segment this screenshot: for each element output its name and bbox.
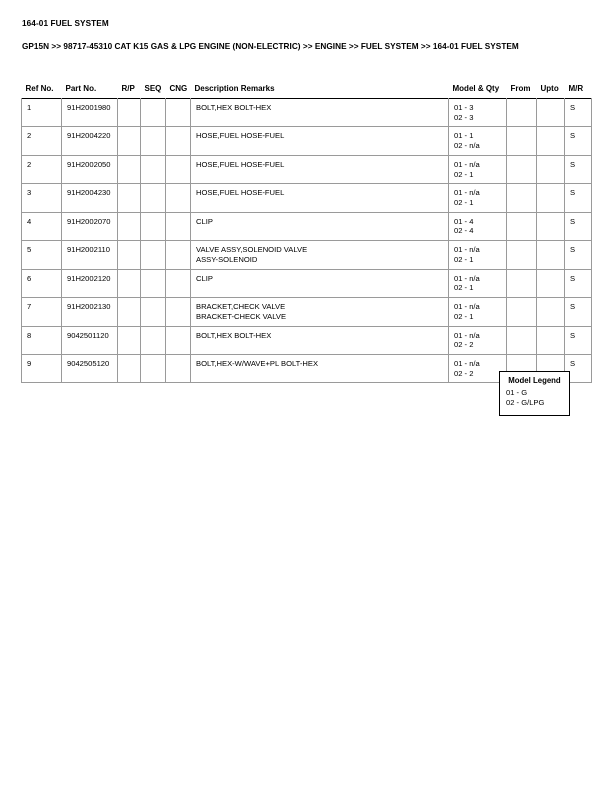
cell-description bbox=[191, 354, 449, 382]
table-row[interactable] bbox=[22, 155, 592, 183]
cell-mr: S bbox=[565, 241, 592, 269]
cell-seq bbox=[141, 184, 166, 212]
column-header-part-no: Part No. bbox=[65, 84, 97, 93]
description-line: HOSE,FUEL HOSE-FUEL bbox=[196, 159, 285, 169]
cell-cng bbox=[166, 241, 191, 269]
cell-cng bbox=[166, 155, 191, 183]
cell-seq bbox=[141, 127, 166, 155]
model-qty-line: 01 - n/a bbox=[454, 273, 480, 283]
cell-mr: S bbox=[565, 326, 592, 354]
cell-part-no: 91H2004220 bbox=[62, 127, 118, 155]
cell-cng bbox=[166, 212, 191, 240]
model-legend-entry: 01 - G bbox=[506, 388, 528, 397]
cell-ref-no: 7 bbox=[22, 298, 62, 326]
cell-from bbox=[507, 184, 537, 212]
cell-rp bbox=[118, 99, 141, 127]
cell-description bbox=[191, 241, 449, 269]
cell-from bbox=[507, 241, 537, 269]
cell-from bbox=[507, 212, 537, 240]
cell-ref-no: 6 bbox=[22, 269, 62, 297]
cell-seq bbox=[141, 155, 166, 183]
model-legend-entries bbox=[506, 388, 563, 409]
parts-table bbox=[21, 84, 592, 383]
description-line: ASSY-SOLENOID bbox=[196, 254, 258, 264]
cell-description bbox=[191, 269, 449, 297]
cell-seq bbox=[141, 241, 166, 269]
cell-cng bbox=[166, 354, 191, 382]
cell-seq bbox=[141, 269, 166, 297]
cell-part-no: 91H2002070 bbox=[62, 212, 118, 240]
cell-ref-no: 8 bbox=[22, 326, 62, 354]
model-qty-line: 01 - n/a bbox=[454, 245, 480, 255]
model-qty-line: 02 - 1 bbox=[454, 169, 474, 179]
table-row[interactable] bbox=[22, 184, 592, 212]
cell-rp bbox=[118, 298, 141, 326]
cell-from bbox=[507, 298, 537, 326]
model-qty-line: 01 - n/a bbox=[454, 358, 480, 368]
cell-rp bbox=[118, 326, 141, 354]
cell-from bbox=[507, 127, 537, 155]
description-line: BOLT,HEX-W/WAVE+PL BOLT-HEX bbox=[196, 358, 319, 368]
cell-rp bbox=[118, 212, 141, 240]
cell-upto bbox=[537, 127, 565, 155]
cell-model-qty bbox=[449, 326, 507, 354]
parts-table-body bbox=[22, 99, 592, 383]
cell-rp bbox=[118, 184, 141, 212]
model-qty-line: 01 - n/a bbox=[454, 159, 480, 169]
column-header-rp: R/P bbox=[121, 84, 135, 93]
cell-rp bbox=[118, 354, 141, 382]
cell-model-qty bbox=[449, 184, 507, 212]
model-legend-box bbox=[499, 371, 570, 416]
description-line: CLIP bbox=[196, 216, 213, 226]
cell-description bbox=[191, 127, 449, 155]
cell-part-no: 91H2002130 bbox=[62, 298, 118, 326]
description-line: CLIP bbox=[196, 273, 213, 283]
cell-model-qty bbox=[449, 99, 507, 127]
cell-mr: S bbox=[565, 155, 592, 183]
cell-cng bbox=[166, 184, 191, 212]
cell-cng bbox=[166, 269, 191, 297]
cell-seq bbox=[141, 99, 166, 127]
breadcrumb: GP15N >> 98717-45310 CAT K15 GAS & LPG ENGINE (NON-ELECTRIC) >> ENGINE >> FUEL SYSTEM >> 164-01 FUEL SYSTEM bbox=[22, 42, 519, 51]
cell-part-no: 91H2002120 bbox=[62, 269, 118, 297]
model-qty-line: 02 - 4 bbox=[454, 226, 474, 236]
model-qty-line: 01 - 4 bbox=[454, 216, 474, 226]
cell-upto bbox=[537, 241, 565, 269]
description-line: BOLT,HEX BOLT-HEX bbox=[196, 330, 272, 340]
model-qty-line: 02 - 1 bbox=[454, 254, 474, 264]
description-line: BRACKET,CHECK VALVE bbox=[196, 302, 286, 312]
description-line: VALVE ASSY,SOLENOID VALVE bbox=[196, 245, 308, 255]
cell-ref-no: 2 bbox=[22, 155, 62, 183]
description-line: BRACKET-CHECK VALVE bbox=[196, 311, 287, 321]
model-qty-line: 02 - 1 bbox=[454, 198, 474, 208]
column-header-ref-no: Ref No. bbox=[25, 84, 54, 93]
table-row[interactable] bbox=[22, 298, 592, 326]
cell-upto bbox=[537, 184, 565, 212]
column-header-mr: M/R bbox=[568, 84, 584, 93]
model-qty-line: 02 - n/a bbox=[454, 141, 480, 151]
cell-from bbox=[507, 99, 537, 127]
cell-seq bbox=[141, 354, 166, 382]
cell-part-no: 91H2001980 bbox=[62, 99, 118, 127]
cell-mr: S bbox=[565, 298, 592, 326]
cell-part-no: 9042505120 bbox=[62, 354, 118, 382]
cell-mr: S bbox=[565, 212, 592, 240]
cell-model-qty bbox=[449, 155, 507, 183]
cell-ref-no: 3 bbox=[22, 184, 62, 212]
cell-rp bbox=[118, 241, 141, 269]
cell-model-qty bbox=[449, 354, 507, 382]
model-qty-line: 01 - n/a bbox=[454, 302, 480, 312]
cell-upto bbox=[537, 99, 565, 127]
cell-upto bbox=[537, 269, 565, 297]
cell-upto bbox=[537, 155, 565, 183]
column-header-upto: Upto bbox=[540, 84, 559, 93]
column-header-description: Description Remarks bbox=[194, 84, 275, 93]
cell-upto bbox=[537, 326, 565, 354]
column-header-cng: CNG bbox=[169, 84, 188, 93]
cell-from bbox=[507, 326, 537, 354]
cell-mr: S bbox=[565, 99, 592, 127]
cell-model-qty bbox=[449, 127, 507, 155]
cell-cng bbox=[166, 326, 191, 354]
description-line: HOSE,FUEL HOSE-FUEL bbox=[196, 131, 285, 141]
cell-cng bbox=[166, 99, 191, 127]
cell-model-qty bbox=[449, 241, 507, 269]
cell-seq bbox=[141, 212, 166, 240]
cell-ref-no: 5 bbox=[22, 241, 62, 269]
cell-mr: S bbox=[565, 269, 592, 297]
cell-from bbox=[507, 269, 537, 297]
cell-mr: S bbox=[565, 354, 592, 382]
model-legend-entry: 02 - G/LPG bbox=[506, 398, 545, 408]
table-row[interactable] bbox=[22, 241, 592, 269]
cell-description bbox=[191, 298, 449, 326]
cell-upto bbox=[537, 298, 565, 326]
cell-part-no: 91H2004230 bbox=[62, 184, 118, 212]
cell-model-qty bbox=[449, 298, 507, 326]
model-qty-line: 01 - 3 bbox=[454, 103, 474, 112]
model-qty-line: 02 - 3 bbox=[454, 112, 474, 122]
model-qty-line: 02 - 1 bbox=[454, 283, 474, 293]
description-line: HOSE,FUEL HOSE-FUEL bbox=[196, 188, 285, 198]
table-row[interactable] bbox=[22, 269, 592, 297]
cell-description bbox=[191, 99, 449, 127]
cell-mr: S bbox=[565, 184, 592, 212]
column-header-seq: SEQ bbox=[144, 84, 162, 93]
cell-description bbox=[191, 184, 449, 212]
column-header-from: From bbox=[510, 84, 531, 93]
parts-table-head bbox=[22, 84, 592, 99]
description-line: BOLT,HEX BOLT-HEX bbox=[196, 103, 272, 112]
table-row[interactable] bbox=[22, 212, 592, 240]
cell-rp bbox=[118, 127, 141, 155]
table-row[interactable] bbox=[22, 326, 592, 354]
cell-upto bbox=[537, 212, 565, 240]
cell-description bbox=[191, 326, 449, 354]
cell-ref-no: 1 bbox=[22, 99, 62, 127]
cell-model-qty bbox=[449, 212, 507, 240]
cell-mr: S bbox=[565, 127, 592, 155]
page-title: 164-01 FUEL SYSTEM bbox=[22, 19, 109, 28]
parts-table-container bbox=[21, 84, 591, 383]
cell-ref-no: 9 bbox=[22, 354, 62, 382]
column-header-model-qty: Model & Qty bbox=[452, 84, 500, 93]
table-row[interactable] bbox=[22, 99, 592, 127]
model-qty-line: 01 - 1 bbox=[454, 131, 474, 141]
model-qty-line: 01 - n/a bbox=[454, 188, 480, 198]
cell-description bbox=[191, 155, 449, 183]
cell-part-no: 9042501120 bbox=[62, 326, 118, 354]
cell-rp bbox=[118, 155, 141, 183]
cell-cng bbox=[166, 127, 191, 155]
cell-model-qty bbox=[449, 269, 507, 297]
cell-description bbox=[191, 212, 449, 240]
model-qty-line: 02 - 1 bbox=[454, 311, 474, 321]
model-qty-line: 01 - n/a bbox=[454, 330, 480, 340]
model-qty-line: 02 - 2 bbox=[454, 340, 474, 350]
model-legend-title: Model Legend bbox=[508, 376, 561, 385]
cell-seq bbox=[141, 298, 166, 326]
cell-part-no: 91H2002050 bbox=[62, 155, 118, 183]
cell-ref-no: 4 bbox=[22, 212, 62, 240]
cell-part-no: 91H2002110 bbox=[62, 241, 118, 269]
cell-rp bbox=[118, 269, 141, 297]
table-header-row bbox=[22, 84, 592, 99]
cell-from bbox=[507, 155, 537, 183]
model-qty-line: 02 - 2 bbox=[454, 368, 474, 378]
cell-seq bbox=[141, 326, 166, 354]
cell-cng bbox=[166, 298, 191, 326]
table-row[interactable] bbox=[22, 127, 592, 155]
cell-ref-no: 2 bbox=[22, 127, 62, 155]
